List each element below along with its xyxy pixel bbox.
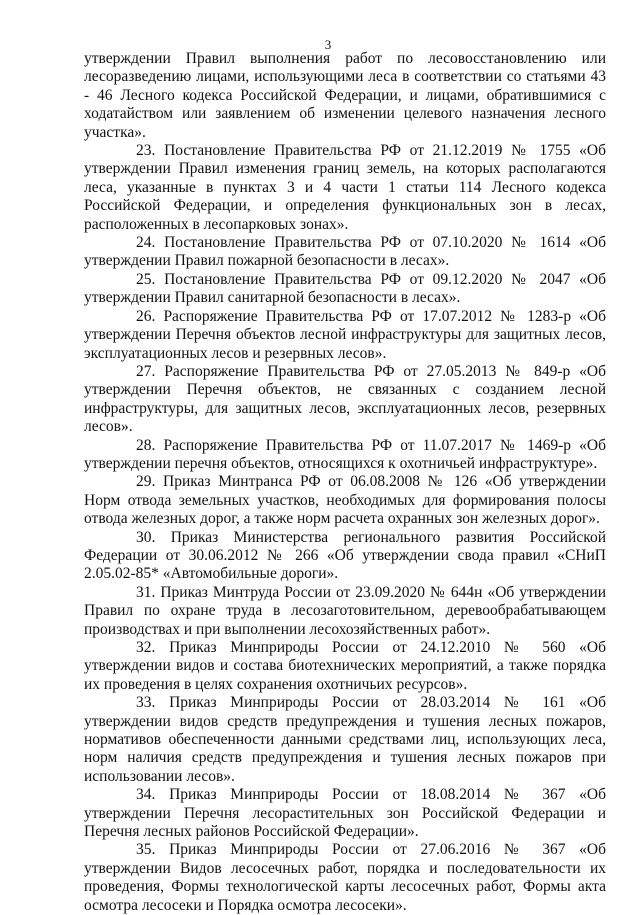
list-item-34: 34. Приказ Минприроды России от 18.08.2014 № 367 «Об утверждении Перечня лесорастительных зон Российской Федерации и Перечня лесных районов Российской Федерации». <box>84 786 606 841</box>
list-item-31: 31. Приказ Минтруда России от 23.09.2020 № 644н «Об утверждении Правил по охране труда в лесозаготовительном, деревообрабатывающем производствах и при выполнении лесохозяйственных работ». <box>84 583 606 638</box>
paragraph-continuation: утверждении Правил выполнения работ по лесовосстановлению или лесоразведению лицами, использующими леса в соответствии со статьями 43 - 46 Лесного кодекса Российской Федерации, и лицами, обратившимися с ходатайством или заявлением об изменении целевого назначения лесного участка». <box>84 50 606 141</box>
list-item-26: 26. Распоряжение Правительства РФ от 17.07.2012 № 1283-р «Об утверждении Перечня объектов лесной инфраструктуры для защитных лесов, эксплуатационных лесов и резервных лесов». <box>84 307 606 362</box>
list-item-35: 35. Приказ Минприроды России от 27.06.2016 № 367 «Об утверждении Видов лесосечных работ, порядка и последовательности их проведения, Формы технологической карты лесосечных работ, Формы акта осмотра лесосеки и Порядка осмотра лесосеки». <box>84 841 606 914</box>
list-item-28: 28. Распоряжение Правительства РФ от 11.07.2017 № 1469-р «Об утверждении перечня объектов, относящихся к охотничьей инфраструктуре». <box>84 436 606 472</box>
document-body <box>84 50 606 915</box>
list-item-33: 33. Приказ Минприроды России от 28.03.2014 № 161 «Об утверждении видов средств предупреждения и тушения лесных пожаров, нормативов обеспеченности данными средствами лиц, использующих леса, норм наличия средств предупреждения и тушения лесных пожаров при использовании лесов». <box>84 694 606 785</box>
page-number: 3 <box>324 37 332 52</box>
list-item-30: 30. Приказ Министерства регионального развития Российской Федерации от 30.06.2012 № 266 «Об утверждении свода правил «СНиП 2.05.02-85* «Автомобильные дороги». <box>84 528 606 583</box>
list-item-25: 25. Постановление Правительства РФ от 09.12.2020 № 2047 «Об утверждении Правил санитарной безопасности в лесах». <box>84 270 606 307</box>
list-item-23: 23. Постановление Правительства РФ от 21.12.2019 № 1755 «Об утверждении Правил изменения границ земель, на которых располагаются леса, указанные в пунктах 3 и 4 части 1 статьи 114 Лесного кодекса Российской Федерации, и определения функциональных зон в лесах, расположенных в лесопарковых зонах». <box>84 142 606 233</box>
list-item-29: 29. Приказ Минтранса РФ от 06.08.2008 № 126 «Об утверждении Норм отвода земельных участков, необходимых для формирования полосы отвода железных дорог, а также норм расчета охранных зон железных дорог». <box>84 473 606 528</box>
list-item-32: 32. Приказ Минприроды России от 24.12.2010 № 560 «Об утверждении видов и состава биотехнических мероприятий, а также порядка их проведения в целях сохранения охотничьих ресурсов». <box>84 639 606 693</box>
list-item-27: 27. Распоряжение Правительства РФ от 27.05.2013 № 849-р «Об утверждении Перечня объектов, не связанных с созданием лесной инфраструктуры, для защитных лесов, эксплуатационных лесов, резервных лесов». <box>84 362 606 436</box>
list-item-24: 24. Постановление Правительства РФ от 07.10.2020 № 1614 «Об утверждении Правил пожарной безопасности в лесах». <box>84 234 606 270</box>
